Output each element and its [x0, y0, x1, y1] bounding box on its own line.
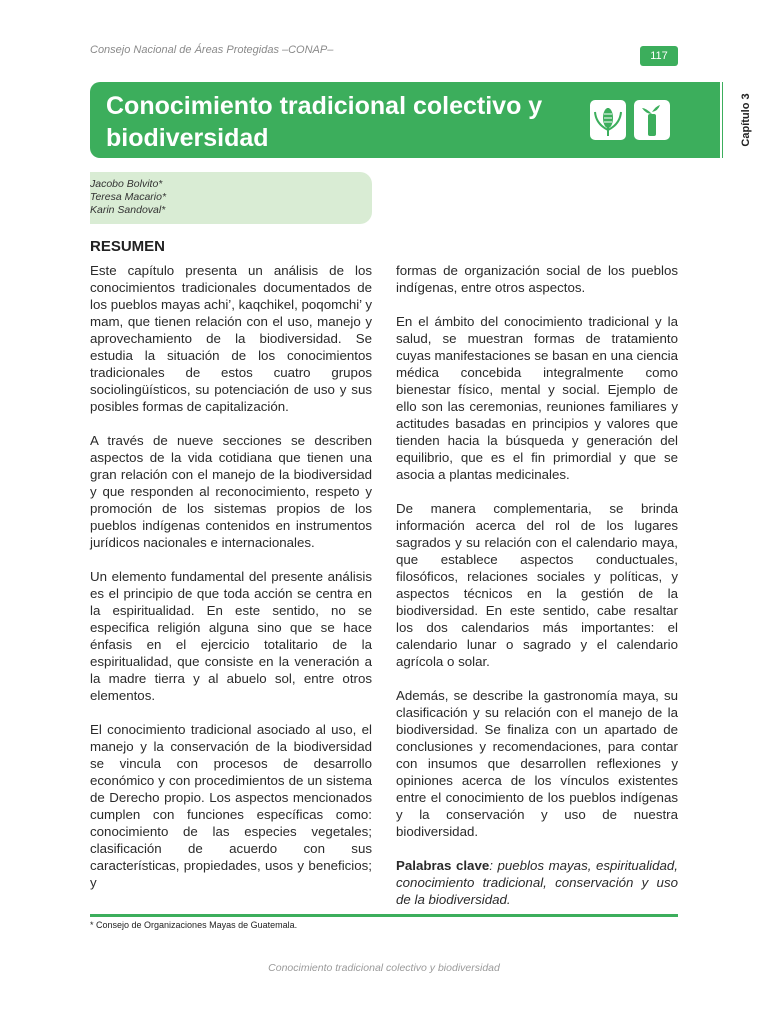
author: Teresa Macario*: [90, 191, 167, 203]
column-left: [90, 262, 372, 908]
paragraph: formas de organización social de los pueblos indígenas, entre otros aspectos.: [396, 263, 678, 295]
keywords-paragraph: [396, 857, 678, 908]
chapter-title: Conocimiento tradicional colectivo y biodiversidad: [106, 92, 543, 152]
column-right: [396, 262, 678, 925]
chapter-tab: [722, 82, 768, 158]
seedling-icon: [634, 100, 670, 140]
corn-plant-icon: [590, 100, 626, 140]
running-header: Consejo Nacional de Áreas Protegidas –CONAP–: [90, 44, 334, 56]
keywords-label: Palabras clave: [396, 858, 490, 873]
footnote: * Consejo de Organizaciones Mayas de Guatemala.: [90, 920, 298, 930]
paragraph: A través de nueve secciones se describen aspectos de la vida cotidiana que tienen una gran relación con el manejo de la biodiversidad y que responden al reconocimiento, respeto y promoción de los sistemas propios de los pueblos indígenas contenidos en instrumentos jurídicos nacionales e internacionales.: [90, 433, 372, 550]
keywords-text: : pueblos mayas, espiritualidad, conocimiento tradicional, conservación y uso de la biodiversidad.: [396, 858, 678, 907]
page-number-badge: 117: [640, 46, 678, 66]
author: Karin Sandoval*: [90, 204, 166, 216]
resumen-heading: RESUMEN: [90, 238, 166, 255]
running-footer: Conocimiento tradicional colectivo y biodiversidad: [268, 962, 500, 974]
paragraph: Este capítulo presenta un análisis de los conocimientos tradicionales documentados de los pueblos mayas achi’, kaqchikel, poqomchi’ y mam, que tienen relación con el uso, manejo y aprovechamiento de la biodiversidad. Se estudia la situación de los conocimientos tradicionales de estos cuatro grupos sociolingüísticos, su potenciación de uso y sus posibles formas de capitalización.: [90, 263, 372, 414]
chapter-title-band: [90, 82, 720, 158]
paragraph: El conocimiento tradicional asociado al uso, el manejo y la conservación de la biodiversidad se vincula con procesos de desarrollo económico y con procedimientos de un sistema de Derecho propio. Los aspectos mencionados cumplen con funciones específicas como: conocimiento de las especies vegetales; clasificación de acuerdo con sus características, propiedades, usos y beneficios; y: [90, 722, 372, 890]
footnote-rule: [90, 914, 678, 917]
authors-block: [90, 172, 372, 224]
author: Jacobo Bolvito*: [90, 178, 163, 190]
chapter-tab-label: Capítulo 3: [740, 93, 752, 147]
paragraph: Un elemento fundamental del presente análisis es el principio de que toda acción se centra en la espiritualidad. En este sentido, no se especifica religión alguna sino que se hace énfasis en el ejercicio totalitario de la espiritualidad, que consiste en la veneración a la madre tierra y al abuelo sol, entre otros elementos.: [90, 569, 372, 703]
paragraph: De manera complementaria, se brinda información acerca del rol de los lugares sagrados y su relación con el calendario maya, que establece aspectos conductuales, filosóficos, relaciones sociales y políticas, y aspectos técnicos en la gestión de la biodiversidad. En este sentido, cabe resaltar los dos calendarios más importantes: el calendario lunar o sagrado y el calendario agrícola o solar.: [396, 501, 678, 669]
paragraph: Además, se describe la gastronomía maya, su clasificación y su relación con el manejo de la biodiversidad. Se finaliza con un apartado de conclusiones y recomendaciones, para contar con insumos que desarrollen reflexiones y opiniones acerca de los vínculos existentes entre el conocimiento de los pueblos indígenas y la conservación y uso de nuestra biodiversidad.: [396, 688, 678, 839]
paragraph: En el ámbito del conocimiento tradicional y la salud, se muestran formas de tratamiento cuyas manifestaciones se basan en una ciencia médica concebida integralmente como bienestar físico, mental y social. Ejemplo de ello son las ceremonias, reuniones familiares y actitudes basadas en principios y valores que tienden hacia la búsqueda y generación del equilibrio, que es el fin primordial y que se asocia a plantas medicinales.: [396, 314, 678, 482]
